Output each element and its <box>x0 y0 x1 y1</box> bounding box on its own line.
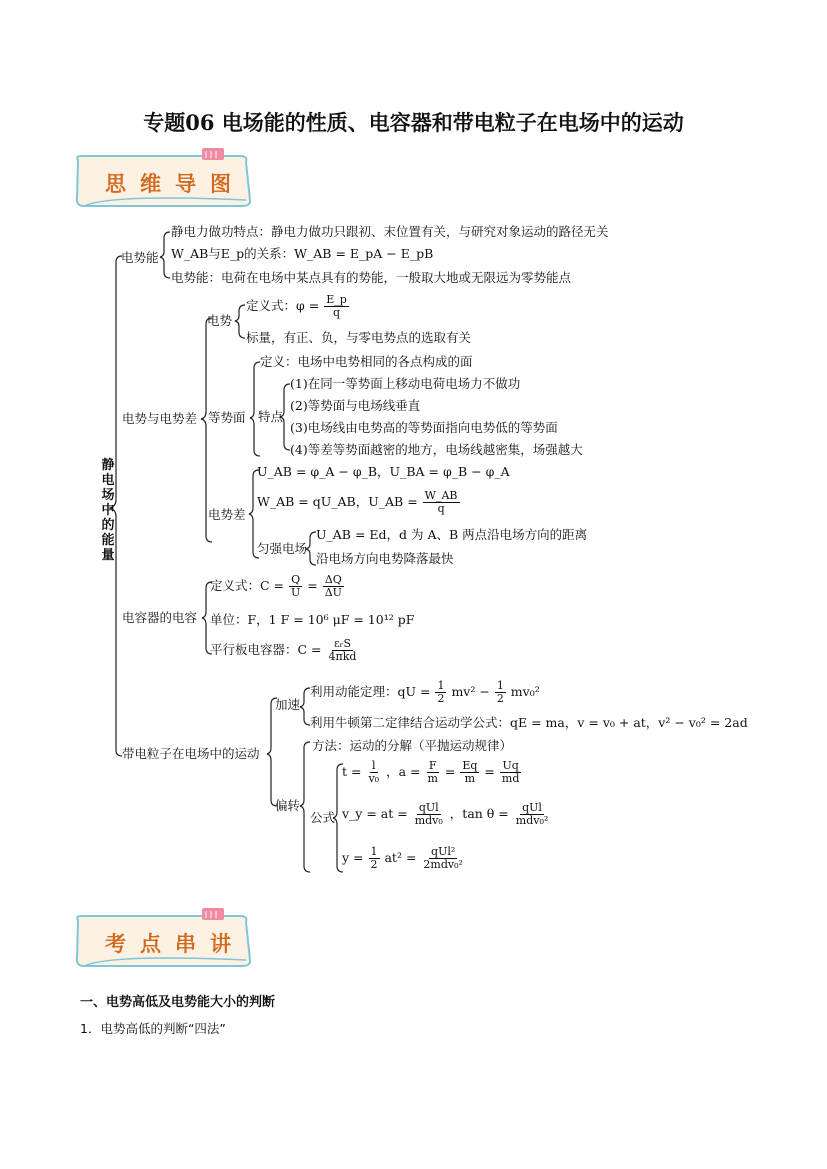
deflection-method: 方法：运动的分解（平抛运动规律） <box>312 738 513 753</box>
formula-2: v_y = at = $\frac{\text{qUl}}{\text{mdv₀}}$ ，tan θ = $\frac{\text{qUl}}{\text{mdv₀²}}$ <box>342 801 549 827</box>
b1-item-definition: 电势能：电荷在电场中某点具有的势能，一般取大地或无限远为零势能点 <box>171 270 572 285</box>
uniform-item-2: 沿电场方向电势降落最快 <box>316 551 454 566</box>
potential-definition: 定义式：φ = $\frac{E\_p}{q}$ <box>246 293 347 319</box>
node-uniform-field: 匀强电场 <box>257 541 308 556</box>
node-formulas: 公式 <box>310 810 336 825</box>
mindmap-root: 静电场中的能量 <box>101 458 115 563</box>
node-potential: 电势 <box>207 313 233 328</box>
cap-unit: 单位：F，1 F = 10⁶ μF = 10¹² pF <box>210 612 415 627</box>
branch-potential-and-difference: 电势与电势差 <box>122 411 198 426</box>
feature-3: (3)电场线由电势高的等势面指向电势低的等势面 <box>290 420 558 435</box>
formula-1: t = $\frac{l}{\text{v₀}}$ ，a = $\frac{F}{m}$ = $\frac{Eq}{m}$ = $\frac{Uq}{md}$ <box>342 759 520 785</box>
feature-1: (1)在同一等势面上移动电荷电场力不做功 <box>290 376 521 391</box>
feature-2: (2)等势面与电场线垂直 <box>290 398 421 413</box>
potential-property: 标量，有正、负，与零电势点的选取有关 <box>246 330 472 345</box>
acc-item-2: 利用牛顿第二定律结合运动学公式：qE = ma，v = v₀ + at，v² − v₀² = 2ad <box>310 715 748 730</box>
branch-capacitance: 电容器的电容 <box>122 610 198 625</box>
page-title: 专题06 电场能的性质、电容器和带电粒子在电场中的运动 <box>143 110 684 135</box>
clip-icon <box>202 908 224 920</box>
node-potential-difference: 电势差 <box>208 507 246 522</box>
pd-item-1: U_AB = φ_A − φ_B，U_BA = φ_B − φ_A <box>257 464 510 479</box>
node-features: 特点 <box>258 409 284 424</box>
b1-item-work: 静电力做功特点：静电力做功只跟初、末位置有关，与研究对象运动的路径无关 <box>171 224 609 239</box>
banner-mindmap-label: 思维导图 <box>105 171 245 196</box>
node-equipotential: 等势面 <box>208 410 246 425</box>
banner-keypoints-label: 考点串讲 <box>105 931 245 956</box>
branch-particle-motion: 带电粒子在电场中的运动 <box>122 746 260 761</box>
cap-parallel-plate: 平行板电容器：C = $\frac{\text{εᵣS}}{\text{4πkd}}$ <box>210 637 357 663</box>
acc-item-1: 利用动能定理：qU = $\frac{1}{2}$ mv² − $\frac{1}{2}$ mv₀² <box>310 679 540 705</box>
node-acceleration: 加速 <box>275 697 301 712</box>
node-deflection: 偏转 <box>275 798 301 813</box>
b1-item-relation: W_AB与E_p的关系：W_AB = E_pA − E_pB <box>171 246 434 261</box>
section-heading: 一、电势高低及电势能大小的判断 <box>80 995 276 1010</box>
cap-definition: 定义式：C = $\frac{Q}{U}$ = $\frac{\Delta Q}{\Delta U}$ <box>210 573 342 599</box>
section-item-1: 1．电势高低的判断“四法” <box>80 1021 226 1036</box>
equipotential-definition: 定义：电场中电势相同的各点构成的面 <box>260 354 473 369</box>
uniform-item-1: U_AB = Ed，d 为 A、B 两点沿电场方向的距离 <box>316 527 588 542</box>
feature-4: (4)等差等势面越密的地方，电场线越密集，场强越大 <box>290 442 583 457</box>
formula-3: y = $\frac{1}{2}$ at² = $\frac{\text{qUl²}}{\text{2mdv₀²}}$ <box>342 845 463 871</box>
pd-item-2: W_AB = qU_AB，U_AB = $\frac{W\_AB}{q}$ <box>257 489 458 515</box>
branch-potential-energy: 电势能 <box>121 250 159 265</box>
